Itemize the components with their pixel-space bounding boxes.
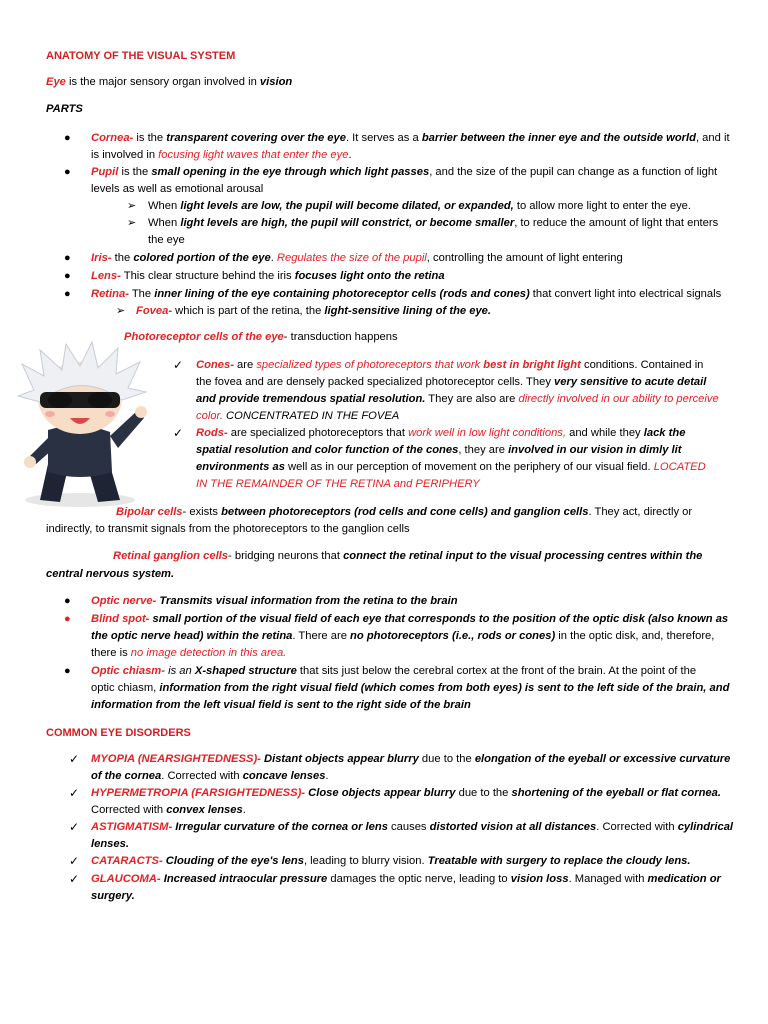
text: the (111, 252, 134, 264)
intro-line (46, 74, 292, 91)
text: causes (387, 821, 430, 833)
document-title: ANATOMY OF THE VISUAL SYSTEM (46, 50, 236, 62)
text: are specialized photoreceptors that (227, 427, 409, 439)
bullet-dot: ● (64, 665, 71, 677)
text: convex lenses (166, 804, 243, 816)
text: , and it (695, 132, 730, 144)
rods-line3 (196, 459, 706, 476)
rods-item (196, 425, 685, 442)
text: Irregular curvature of the cornea or lens (172, 821, 388, 833)
blind-spot-item (91, 611, 728, 628)
check-icon: ✓ (69, 752, 80, 766)
text: . It serves as a (345, 132, 422, 144)
pupil-item (91, 164, 717, 181)
text: light levels are high, the pupil will constrict, or become smaller (180, 217, 515, 229)
cones-line2 (196, 374, 706, 391)
optic-chiasm-line3: information from the left visual field is sent to the right side of the brain (91, 699, 471, 711)
eye-term: Eye (46, 76, 66, 88)
bullet-dot: ● (64, 270, 71, 282)
text: . Corrected with (596, 821, 678, 833)
myopia-item (91, 751, 730, 768)
cataracts-item (91, 853, 690, 870)
text: Close objects appear blurry (305, 787, 456, 799)
text: Photoreceptor cells of the eye (124, 331, 284, 343)
chibi-character-illustration (10, 340, 150, 510)
lens-term: Lens- (91, 270, 121, 282)
iris-item (91, 250, 623, 267)
astigmatism-term: ASTIGMATISM- (91, 821, 173, 833)
check-icon: ✓ (69, 854, 80, 868)
ganglion-line2: central nervous system. (46, 568, 175, 580)
text: Distant objects appear blurry (260, 753, 419, 765)
text: are (233, 359, 257, 371)
text: small portion of the visual field of each eye that corresponds to the position of the optic disk (also known as (149, 613, 729, 625)
text: and while they (566, 427, 644, 439)
cones-term: Cones- (196, 359, 234, 371)
optic-chiasm-line2 (91, 680, 729, 697)
hyperopia-item (91, 785, 721, 802)
arrow-bullet: ➢ (127, 200, 137, 212)
arrow-bullet: ➢ (127, 217, 137, 229)
text: , controlling the amount of light entering (426, 252, 623, 264)
retina-item (91, 286, 721, 303)
optic-nerve-term: Optic nerve- (91, 595, 157, 607)
text: optic chiasm, (91, 682, 160, 694)
text: small opening in the eye through which light passes (151, 166, 430, 178)
text: in the optic disk, and, therefore, (555, 630, 715, 642)
text: of the cornea (91, 770, 162, 782)
text: environments as (196, 461, 285, 473)
disorders-heading: COMMON EYE DISORDERS (46, 727, 191, 739)
text: medication or (647, 873, 721, 885)
text: When (148, 200, 181, 212)
parts-heading: PARTS (46, 103, 83, 115)
cataracts-term: CATARACTS- (91, 855, 163, 867)
text: and provide tremendous spatial resolution. (196, 393, 426, 405)
pupil-term: Pupil (91, 166, 119, 178)
text: - bridging neurons that (228, 550, 344, 562)
text: involved in our vision in dimly lit (508, 444, 682, 456)
text: shortening of the eyeball or flat cornea. (511, 787, 721, 799)
text: . (348, 149, 352, 161)
text: - exists (182, 506, 222, 518)
text: light levels are low, the pupil will become dilated, or expanded, (180, 200, 514, 212)
text: is the (118, 166, 152, 178)
text: to allow more light to enter the eye. (513, 200, 691, 212)
retina-term: Retina- (91, 288, 129, 300)
astigmatism-item (91, 819, 733, 836)
pupil-sub-1 (148, 198, 691, 215)
text: the fovea and are densely packed specialized photoreceptor cells. They (196, 376, 555, 388)
text: which is part of the retina, the (172, 305, 325, 317)
text: directly involved in our ability to perceive (518, 393, 719, 405)
text: LOCATED (653, 461, 706, 473)
text: . (325, 770, 329, 782)
cornea-item-line2 (91, 147, 352, 164)
text: This clear structure behind the iris (120, 270, 295, 282)
text: - transduction happens (283, 331, 398, 343)
check-icon: ✓ (173, 358, 184, 372)
text: due to the (418, 753, 475, 765)
text: between photoreceptors (rod cells and cone cells) and ganglion cells (221, 506, 589, 518)
iris-term: Iris- (91, 252, 112, 264)
bullet-dot: ● (64, 166, 71, 178)
ganglion-term: Retinal ganglion cells (113, 550, 229, 562)
text: the optic nerve head) within the retina (91, 630, 293, 642)
text: is the (133, 132, 167, 144)
check-icon: ✓ (69, 872, 80, 886)
text: , leading to blurry vision. (303, 855, 428, 867)
lens-item (91, 268, 445, 285)
text: lack the (643, 427, 686, 439)
bullet-dot: ● (64, 132, 71, 144)
cones-item (196, 357, 703, 374)
vision-term: vision (259, 76, 293, 88)
check-icon: ✓ (69, 820, 80, 834)
glaucoma-line2: surgery. (91, 890, 135, 902)
text: very sensitive to acute detail (554, 376, 707, 388)
text: They are also are (425, 393, 519, 405)
hyperopia-line2 (91, 802, 246, 819)
text: no photoreceptors (i.e., rods or cones) (350, 630, 556, 642)
text: is involved in (91, 149, 159, 161)
glaucoma-term: GLAUCOMA- (91, 873, 161, 885)
bipolar-term: Bipolar cells (116, 506, 183, 518)
text: best in bright light (483, 359, 581, 371)
text: . Corrected with (161, 770, 243, 782)
text: Treatable with surgery to replace the cloudy lens. (427, 855, 691, 867)
text: focusing light waves that enter the eye (158, 149, 349, 161)
hyperopia-term: HYPERMETROPIA (FARSIGHTEDNESS)- (91, 787, 306, 799)
text: work well in low light conditions, (408, 427, 566, 439)
fovea-item (136, 303, 491, 320)
rods-term: Rods- (196, 427, 228, 439)
bullet-dot: ● (64, 288, 71, 300)
glaucoma-item (91, 871, 721, 888)
text: transparent covering over the eye (166, 132, 346, 144)
text: Transmits visual information from the retina to the brain (156, 595, 458, 607)
pupil-sub-2-line2: the eye (148, 234, 185, 246)
blind-spot-term: Blind spot- (91, 613, 150, 625)
text: conditions. Contained in (580, 359, 704, 371)
text: inner lining of the eye containing photoreceptor cells (rods and cones) (154, 288, 530, 300)
cones-line4 (196, 408, 399, 425)
text: due to the (455, 787, 512, 799)
photoreceptor-heading (124, 329, 398, 346)
text: specialized types of photoreceptors that work (256, 359, 484, 371)
text: is an (168, 665, 192, 677)
text: vision loss (510, 873, 569, 885)
intro-text: is the major sensory organ involved in (65, 76, 260, 88)
myopia-term: MYOPIA (NEARSIGHTEDNESS)- (91, 753, 261, 765)
text: information from the right visual field (which comes from both eyes) is sent to the left side of the brain, and (159, 682, 730, 694)
text: , and the size of the pupil can change as a function of light (429, 166, 718, 178)
text: Regulates the size of the pupil (276, 252, 427, 264)
pupil-sub-2 (148, 215, 718, 232)
optic-chiasm-term: Optic chiasm (91, 665, 162, 677)
astigmatism-line2: lenses. (91, 838, 129, 850)
bullet-dot: ● (64, 252, 71, 264)
text: . They act, directly or (588, 506, 693, 518)
fovea-term: Fovea- (136, 305, 173, 317)
text: Increased intraocular pressure (160, 873, 328, 885)
text: barrier between the inner eye and the outside world (421, 132, 696, 144)
text: . Managed with (568, 873, 648, 885)
text: cylindrical (677, 821, 734, 833)
text: distorted vision at all distances (429, 821, 597, 833)
text: - (161, 665, 169, 677)
bullet-dot: ● (64, 595, 71, 607)
pupil-item-line2: levels as well as emotional arousal (91, 183, 264, 195)
bipolar-item (116, 504, 692, 521)
text: elongation of the eyeball or excessive curvature (474, 753, 731, 765)
check-icon: ✓ (69, 786, 80, 800)
text: that sits just below the cerebral cortex at the front of the brain. At the point of the (296, 665, 697, 677)
text: . (242, 804, 246, 816)
cornea-item (91, 130, 731, 147)
text: there is (91, 647, 131, 659)
bullet-dot: ● (64, 613, 71, 625)
text: , to reduce the amount of light that enters (514, 217, 719, 229)
cones-line3 (196, 391, 719, 408)
blind-spot-line2 (91, 628, 714, 645)
text: . There are (292, 630, 351, 642)
text: When (148, 217, 181, 229)
check-icon: ✓ (173, 426, 184, 440)
text: connect the retinal input to the visual processing centres within the (343, 550, 703, 562)
text: CONCENTRATED IN THE FOVEA (222, 410, 400, 422)
cornea-term: Cornea- (91, 132, 134, 144)
text: , they are (458, 444, 509, 456)
arrow-bullet: ➢ (116, 305, 126, 317)
text: colored portion of the eye (133, 252, 271, 264)
ganglion-item (113, 548, 702, 565)
text: focuses light onto the retina (294, 270, 445, 282)
blind-spot-line3 (91, 645, 286, 662)
bipolar-line2: indirectly, to transmit signals from the photoreceptors to the ganglion cells (46, 523, 410, 535)
myopia-line2 (91, 768, 329, 785)
text: well as in our perception of movement on the periphery of our visual field. (284, 461, 654, 473)
text: color. (196, 410, 223, 422)
text: that convert light into electrical signals (529, 288, 722, 300)
text: spatial resolution and color function of the cones (196, 444, 459, 456)
optic-chiasm-item (91, 663, 696, 680)
text: The (128, 288, 155, 300)
rods-line4: IN THE REMAINDER OF THE RETINA and PERIPHERY (196, 478, 480, 490)
text: light-sensitive lining of the eye. (324, 305, 492, 317)
text: . (270, 252, 277, 264)
text: X-shaped structure (191, 665, 297, 677)
text: no image detection in this area. (130, 647, 287, 659)
text: Clouding of the eye's lens (162, 855, 304, 867)
text: damages the optic nerve, leading to (327, 873, 511, 885)
optic-nerve-item (91, 593, 458, 610)
text: Corrected with (91, 804, 167, 816)
text: concave lenses (242, 770, 326, 782)
rods-line2 (196, 442, 682, 459)
